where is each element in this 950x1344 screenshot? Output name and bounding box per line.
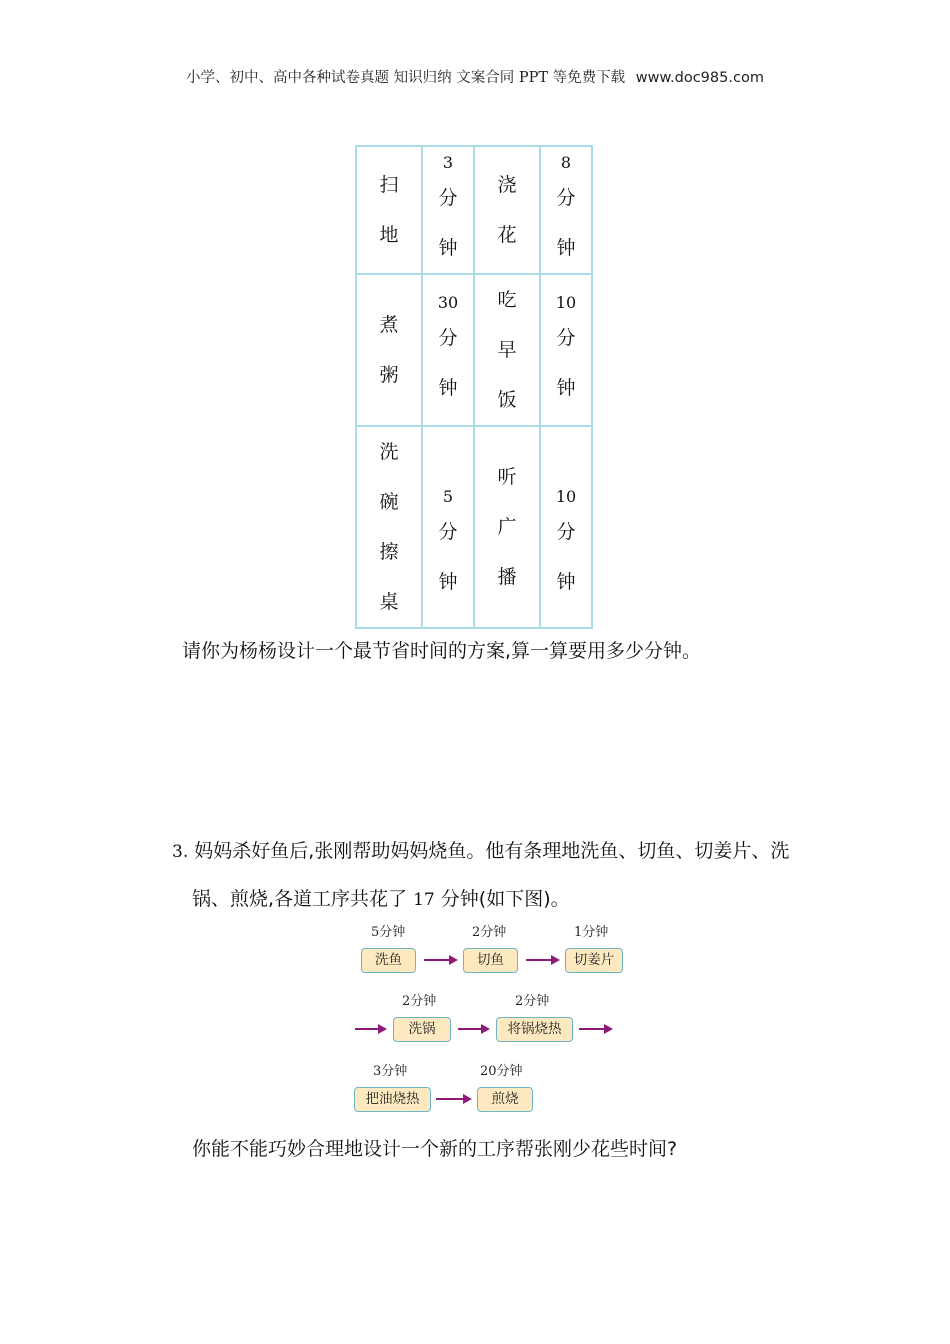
- step-time-label: 2分钟: [472, 925, 507, 940]
- table-row: [356, 274, 592, 426]
- flow-arrow: [355, 1028, 385, 1030]
- task-name-cell: 浇 花: [474, 146, 540, 274]
- step-box-cut-fish: 切鱼: [463, 948, 518, 973]
- step-time-label: 5分钟: [371, 925, 406, 940]
- table-row: [356, 426, 592, 628]
- table-row: [356, 146, 592, 274]
- task-time-cell: 3 分 钟: [422, 146, 474, 274]
- flow-arrow: [458, 1028, 488, 1030]
- task-name-cell: 扫 地: [356, 146, 422, 274]
- step-box-fry: 煎烧: [477, 1087, 533, 1112]
- question-1-text: 请你为杨杨设计一个最节省时间的方案,算一算要用多少分钟。: [182, 640, 702, 662]
- flow-arrow: [436, 1098, 470, 1100]
- flow-arrow: [424, 959, 456, 961]
- step-box-heat-pot: 将锅烧热: [496, 1017, 573, 1042]
- task-time-table: [355, 145, 593, 629]
- task-name-cell: 煮 粥: [356, 274, 422, 426]
- step-box-heat-oil: 把油烧热: [354, 1087, 431, 1112]
- task-time-cell: 10 分 钟: [540, 274, 592, 426]
- question-number: 3.: [172, 842, 189, 862]
- task-time-cell: 30 分 钟: [422, 274, 474, 426]
- step-time-label: 2分钟: [402, 994, 437, 1009]
- task-name-cell: 听 广 播: [474, 426, 540, 628]
- step-time-label: 1分钟: [574, 925, 609, 940]
- question-3-final: 你能不能巧妙合理地设计一个新的工序帮张刚少花些时间?: [192, 1138, 678, 1160]
- step-box-cut-ginger: 切姜片: [565, 948, 623, 973]
- step-time-label: 20分钟: [480, 1064, 523, 1079]
- page-header: [0, 66, 950, 87]
- step-time-label: 2分钟: [515, 994, 550, 1009]
- question-3-line-2: 锅、煎烧,各道工序共花了 17 分钟(如下图)。: [192, 888, 570, 910]
- task-time-cell: 5 分 钟: [422, 426, 474, 628]
- task-time-cell: 10 分 钟: [540, 426, 592, 628]
- header-text: 小学、初中、高中各种试卷真题 知识归纳 文案合同 PPT 等免费下载: [186, 70, 626, 86]
- flow-arrow: [526, 959, 558, 961]
- question-3-line-1: 3. 妈妈杀好鱼后,张刚帮助妈妈烧鱼。他有条理地洗鱼、切鱼、切姜片、洗: [172, 840, 790, 862]
- task-time-cell: 8 分 钟: [540, 146, 592, 274]
- step-box-wash-fish: 洗鱼: [361, 948, 416, 973]
- task-name-cell: 吃 早 饭: [474, 274, 540, 426]
- flow-arrow: [579, 1028, 611, 1030]
- header-url[interactable]: www.doc985.com: [635, 70, 764, 86]
- task-name-cell: 洗 碗 擦 桌: [356, 426, 422, 628]
- step-time-label: 3分钟: [373, 1064, 408, 1079]
- step-box-wash-pot: 洗锅: [393, 1017, 451, 1042]
